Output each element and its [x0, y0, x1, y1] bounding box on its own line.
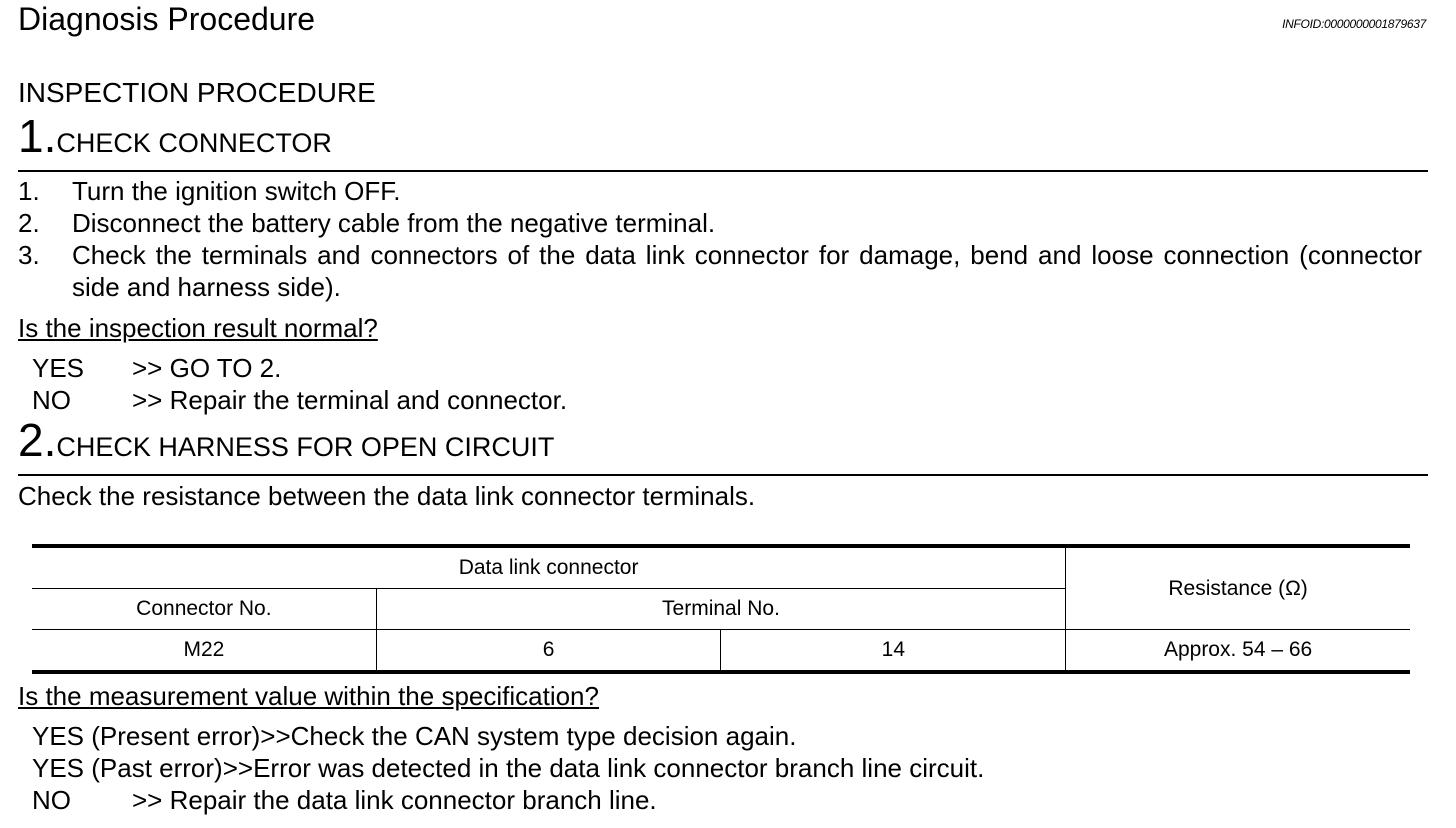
step-1-list	[18, 175, 1422, 303]
table-cell-resistance: Approx. 54 – 66	[1066, 630, 1410, 673]
step-2-divider	[18, 474, 1428, 476]
list-item-text: Disconnect the battery cable from the negative terminal.	[72, 208, 716, 238]
step-1-title: CHECK CONNECTOR	[56, 128, 332, 158]
list-item-number: 1.	[18, 176, 40, 206]
answer-key: NO	[32, 785, 71, 815]
table-header-connector: Connector No.	[32, 589, 376, 630]
step-2-instruction: Check the resistance between the data link connector terminals.	[18, 481, 756, 511]
step-2-answer-yes-present: YES (Present error)>>Check the CAN system type decision again.	[32, 721, 797, 751]
table-group-header: Data link connector	[32, 546, 1066, 589]
step-2-number: 2.	[18, 414, 57, 466]
step-1-heading	[18, 110, 332, 163]
table-cell-terminal-b: 14	[721, 630, 1066, 673]
answer-value: >> Repair the terminal and connector.	[132, 385, 568, 415]
list-item	[18, 207, 1422, 239]
table-row	[32, 630, 1410, 673]
step-1-answer-no	[32, 384, 567, 416]
step-2-answer-no	[32, 784, 657, 816]
step-2-question: Is the measurement value within the specification?	[18, 681, 599, 711]
step-1-number: 1.	[18, 110, 57, 162]
step-1-question: Is the inspection result normal?	[18, 313, 378, 343]
table-header-resistance: Resistance (Ω)	[1066, 546, 1410, 630]
answer-key: NO	[32, 385, 71, 415]
answer-value: >> Repair the data link connector branch line.	[132, 785, 657, 815]
table-cell-terminal-a: 6	[376, 630, 721, 673]
page-title: Diagnosis Procedure	[18, 1, 316, 37]
list-item-text: Turn the ignition switch OFF.	[72, 176, 401, 206]
section-title: INSPECTION PROCEDURE	[18, 77, 376, 108]
step-1-answer-yes	[32, 352, 281, 384]
list-item	[18, 175, 1422, 207]
list-item-text: Check the terminals and connectors of the data link connector for damage, bend and loose connection (connector side and harness side).	[72, 240, 1422, 302]
info-id: INFOID:0000000001879637	[1282, 17, 1426, 31]
table-header-terminal: Terminal No.	[376, 589, 1065, 630]
step-1-divider	[18, 170, 1428, 172]
resistance-table	[32, 544, 1410, 674]
list-item-number: 3.	[18, 240, 40, 270]
list-item-number: 2.	[18, 208, 40, 238]
table-cell-connector: M22	[183, 638, 225, 661]
list-item	[18, 239, 1422, 303]
step-2-title: CHECK HARNESS FOR OPEN CIRCUIT	[56, 432, 555, 462]
answer-value: >> GO TO 2.	[132, 353, 282, 383]
answer-key: YES	[32, 353, 85, 383]
step-2-heading	[18, 414, 555, 467]
step-2-answer-yes-past: YES (Past error)>>Error was detected in the data link connector branch line circuit.	[32, 753, 985, 783]
